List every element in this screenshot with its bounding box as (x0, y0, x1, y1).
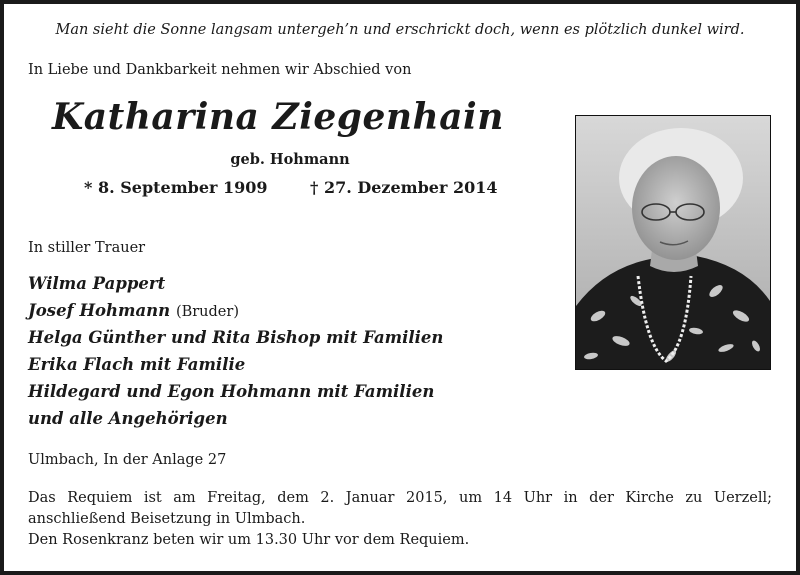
motto-quote: Man sieht die Sonne langsam untergeh’n und erschrickt doch, wenn es plötzlich dunkel wird. (55, 22, 745, 38)
mourner-item (28, 324, 443, 351)
requiem-line: anschließend Beisetzung in Ulmbach. (28, 511, 306, 527)
mourner-name: Helga Günther und Rita Bishop mit Familien (28, 328, 444, 347)
mourner-name: Erika Flach mit Familie (28, 355, 246, 374)
death-date: † 27. Dezember 2014 (310, 178, 498, 197)
mourner-relation: (Bruder) (175, 304, 239, 320)
mourner-item (28, 351, 443, 378)
requiem-info (28, 488, 772, 551)
intro-text: In Liebe und Dankbarkeit nehmen wir Abschied von (28, 62, 412, 78)
mourning-intro: In stiller Trauer (28, 240, 146, 256)
mourner-item (28, 297, 443, 324)
mourner-name: und alle Angehörigen (28, 409, 228, 428)
mourner-item (28, 405, 443, 432)
portrait-photo-icon (576, 116, 770, 369)
mourner-name: Josef Hohmann (28, 301, 171, 320)
mourner-item (28, 378, 443, 405)
family-address: Ulmbach, In der Anlage 27 (28, 452, 227, 468)
requiem-line: Den Rosenkranz beten wir um 13.30 Uhr vor dem Requiem. (28, 532, 470, 548)
requiem-line: Das Requiem ist am Freitag, dem 2. Januar 2015, um 14 Uhr in der Kirche zu Uerzell; (28, 490, 772, 506)
deceased-name: Katharina Ziegenhain (52, 96, 504, 138)
portrait-photo (575, 115, 771, 370)
mourner-item (28, 270, 443, 297)
maiden-name: geb. Hohmann (230, 151, 350, 168)
mourner-name: Hildegard und Egon Hohmann mit Familien (28, 382, 435, 401)
mourner-name: Wilma Pappert (28, 274, 166, 293)
mourners-list (28, 270, 443, 432)
birth-date: * 8. September 1909 (84, 178, 268, 197)
